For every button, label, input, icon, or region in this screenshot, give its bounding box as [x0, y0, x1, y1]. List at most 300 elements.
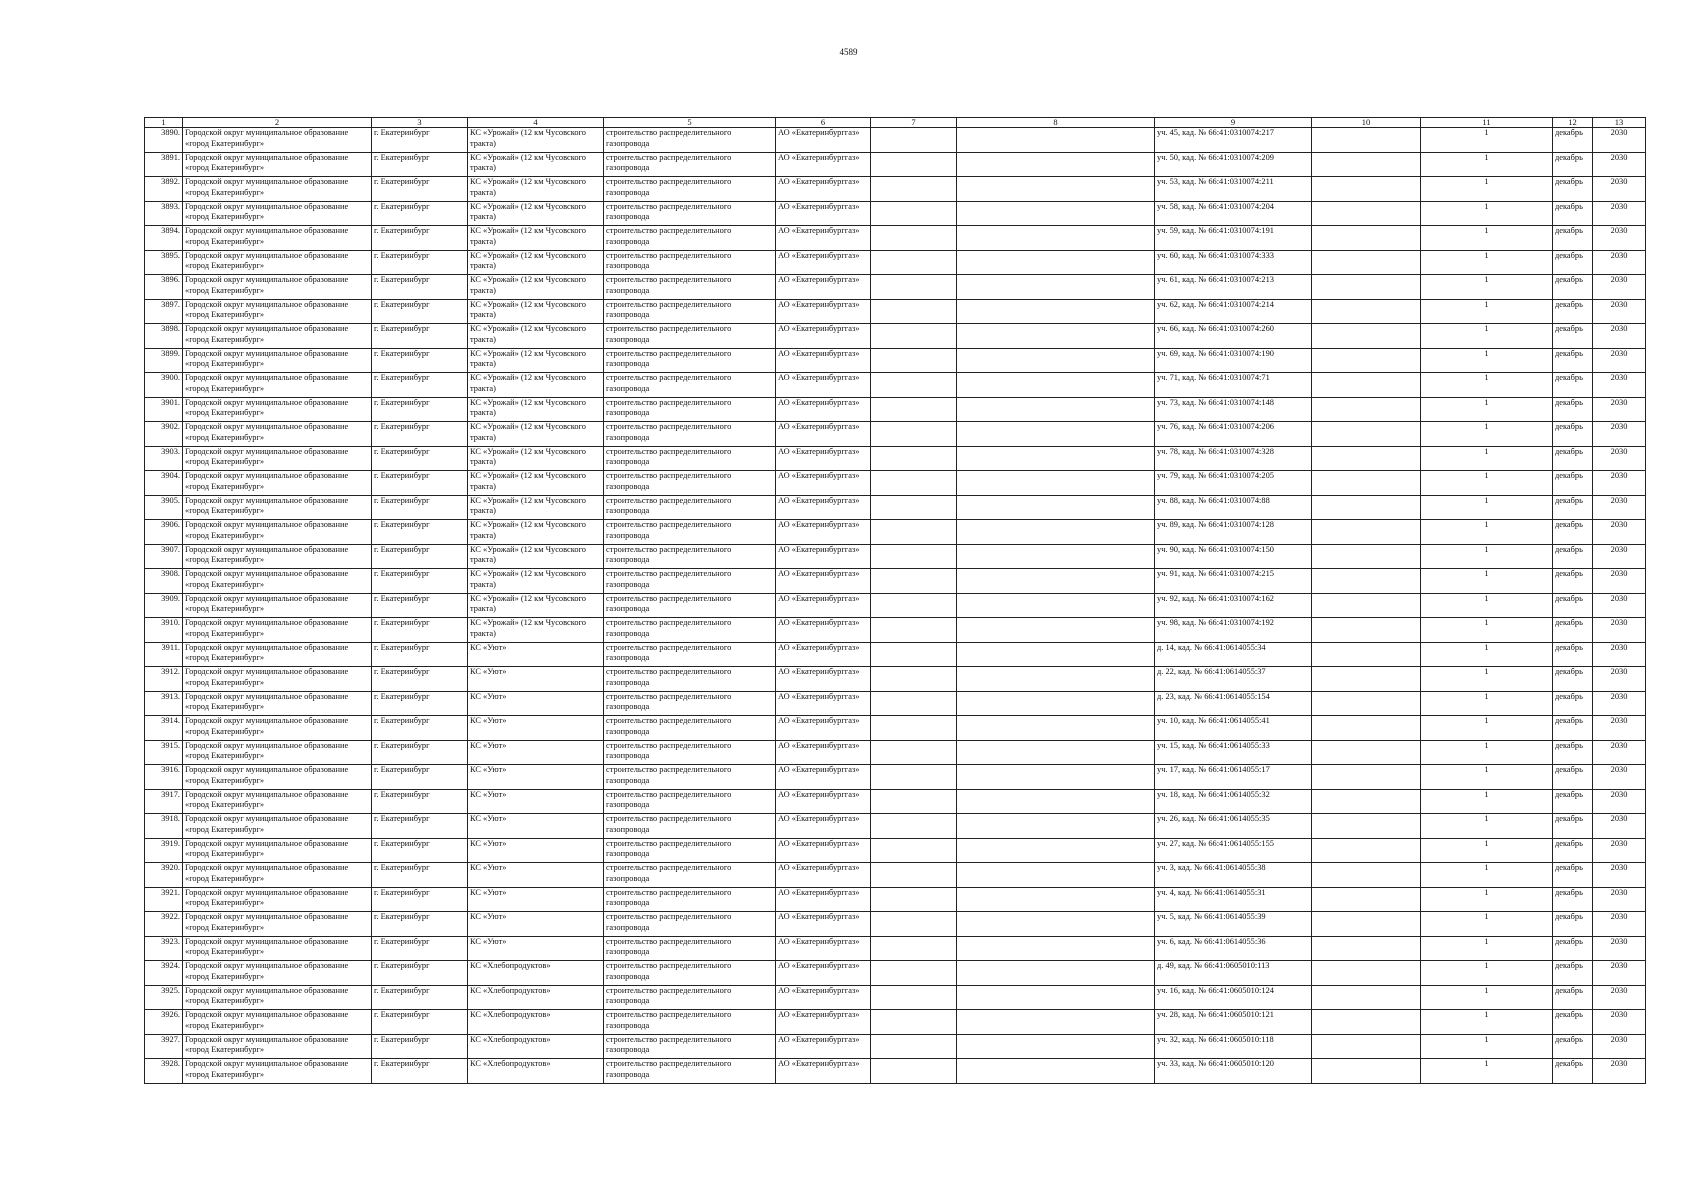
col8-cell [957, 324, 1155, 349]
table-row [145, 1059, 1646, 1084]
count-cell: 1 [1421, 471, 1553, 496]
col8-cell [957, 128, 1155, 153]
table-row [145, 667, 1646, 692]
col10-cell [1312, 152, 1421, 177]
operator-cell: АО «Екатеринбурггаз» [776, 446, 871, 471]
object-cell: КС «Урожай» (12 км Чусовского тракта) [468, 348, 604, 373]
col8-cell [957, 520, 1155, 545]
month-cell: декабрь [1553, 250, 1593, 275]
col8-cell [957, 544, 1155, 569]
parcel-cell: уч. 78, кад. № 66:41:0310074:328 [1155, 446, 1312, 471]
col7-cell [871, 324, 957, 349]
row-number-cell: 3922. [145, 912, 183, 937]
settlement-cell: г. Екатеринбург [372, 324, 468, 349]
year-cell: 2030 [1593, 936, 1646, 961]
operator-cell: АО «Екатеринбурггаз» [776, 397, 871, 422]
object-cell: КС «Уют» [468, 814, 604, 839]
col8-cell [957, 887, 1155, 912]
col10-cell [1312, 936, 1421, 961]
col7-cell [871, 593, 957, 618]
settlement-cell: г. Екатеринбург [372, 814, 468, 839]
settlement-cell: г. Екатеринбург [372, 789, 468, 814]
table-row [145, 275, 1646, 300]
count-cell: 1 [1421, 275, 1553, 300]
row-number-cell: 3895. [145, 250, 183, 275]
works-cell: строительство распределительного газопровода [604, 887, 776, 912]
object-cell: КС «Хлебопродуктов» [468, 1059, 604, 1084]
table-row [145, 373, 1646, 398]
municipality-cell: Городской округ муниципальное образование «город Екатеринбург» [183, 1059, 372, 1084]
operator-cell: АО «Екатеринбурггаз» [776, 642, 871, 667]
month-cell: декабрь [1553, 814, 1593, 839]
settlement-cell: г. Екатеринбург [372, 373, 468, 398]
works-cell: строительство распределительного газопровода [604, 740, 776, 765]
parcel-cell: уч. 88, кад. № 66:41:0310074:88 [1155, 495, 1312, 520]
parcel-cell: уч. 58, кад. № 66:41:0310074:204 [1155, 201, 1312, 226]
count-cell: 1 [1421, 373, 1553, 398]
table-row [145, 226, 1646, 251]
operator-cell: АО «Екатеринбурггаз» [776, 201, 871, 226]
object-cell: КС «Уют» [468, 667, 604, 692]
year-cell: 2030 [1593, 226, 1646, 251]
parcel-cell: уч. 15, кад. № 66:41:0614055:33 [1155, 740, 1312, 765]
col7-cell [871, 373, 957, 398]
operator-cell: АО «Екатеринбурггаз» [776, 887, 871, 912]
settlement-cell: г. Екатеринбург [372, 397, 468, 422]
operator-cell: АО «Екатеринбурггаз» [776, 863, 871, 888]
page-number: 4589 [839, 47, 858, 57]
row-number-cell: 3921. [145, 887, 183, 912]
municipality-cell: Городской округ муниципальное образование «город Екатеринбург» [183, 250, 372, 275]
col10-cell [1312, 299, 1421, 324]
col10-cell [1312, 250, 1421, 275]
municipality-cell: Городской округ муниципальное образование «город Екатеринбург» [183, 642, 372, 667]
col8-cell [957, 936, 1155, 961]
col8-cell [957, 471, 1155, 496]
col8-cell [957, 740, 1155, 765]
count-cell: 1 [1421, 177, 1553, 202]
municipality-cell: Городской округ муниципальное образование «город Екатеринбург» [183, 275, 372, 300]
count-cell: 1 [1421, 789, 1553, 814]
municipality-cell: Городской округ муниципальное образование «город Екатеринбург» [183, 544, 372, 569]
municipality-cell: Городской округ муниципальное образование «город Екатеринбург» [183, 789, 372, 814]
col7-cell [871, 716, 957, 741]
month-cell: декабрь [1553, 912, 1593, 937]
parcel-cell: уч. 92, кад. № 66:41:0310074:162 [1155, 593, 1312, 618]
table-row [145, 936, 1646, 961]
municipality-cell: Городской округ муниципальное образование «город Екатеринбург» [183, 740, 372, 765]
count-cell: 1 [1421, 985, 1553, 1010]
row-number-cell: 3909. [145, 593, 183, 618]
operator-cell: АО «Екатеринбурггаз» [776, 618, 871, 643]
col8-cell [957, 495, 1155, 520]
municipality-cell: Городской округ муниципальное образование «город Екатеринбург» [183, 152, 372, 177]
month-cell: декабрь [1553, 520, 1593, 545]
count-cell: 1 [1421, 397, 1553, 422]
col10-cell [1312, 373, 1421, 398]
works-cell: строительство распределительного газопровода [604, 765, 776, 790]
table-row [145, 397, 1646, 422]
object-cell: КС «Урожай» (12 км Чусовского тракта) [468, 152, 604, 177]
object-cell: КС «Урожай» (12 км Чусовского тракта) [468, 544, 604, 569]
settlement-cell: г. Екатеринбург [372, 226, 468, 251]
municipality-cell: Городской округ муниципальное образование «город Екатеринбург» [183, 814, 372, 839]
object-cell: КС «Уют» [468, 887, 604, 912]
col10-cell [1312, 642, 1421, 667]
table-row [145, 152, 1646, 177]
month-cell: декабрь [1553, 740, 1593, 765]
works-cell: строительство распределительного газопровода [604, 716, 776, 741]
table-row [145, 691, 1646, 716]
col7-cell [871, 128, 957, 153]
municipality-cell: Городской округ муниципальное образование «город Екатеринбург» [183, 593, 372, 618]
col8-cell [957, 397, 1155, 422]
count-cell: 1 [1421, 324, 1553, 349]
year-cell: 2030 [1593, 838, 1646, 863]
year-cell: 2030 [1593, 691, 1646, 716]
col8-cell [957, 275, 1155, 300]
row-number-cell: 3926. [145, 1010, 183, 1035]
works-cell: строительство распределительного газопровода [604, 667, 776, 692]
col7-cell [871, 961, 957, 986]
operator-cell: АО «Екатеринбурггаз» [776, 471, 871, 496]
object-cell: КС «Хлебопродуктов» [468, 1010, 604, 1035]
year-cell: 2030 [1593, 667, 1646, 692]
month-cell: декабрь [1553, 373, 1593, 398]
row-number-cell: 3907. [145, 544, 183, 569]
table-row [145, 128, 1646, 153]
table-body [145, 128, 1646, 1084]
municipality-cell: Городской округ муниципальное образование «город Екатеринбург» [183, 838, 372, 863]
row-number-cell: 3910. [145, 618, 183, 643]
col8-cell [957, 250, 1155, 275]
month-cell: декабрь [1553, 789, 1593, 814]
col7-cell [871, 471, 957, 496]
object-cell: КС «Урожай» (12 км Чусовского тракта) [468, 495, 604, 520]
col8-cell [957, 569, 1155, 594]
year-cell: 2030 [1593, 961, 1646, 986]
row-number-cell: 3925. [145, 985, 183, 1010]
municipality-cell: Городской округ муниципальное образование «город Екатеринбург» [183, 201, 372, 226]
col7-cell [871, 446, 957, 471]
col8-cell [957, 1010, 1155, 1035]
table-row [145, 814, 1646, 839]
row-number-cell: 3898. [145, 324, 183, 349]
year-cell: 2030 [1593, 397, 1646, 422]
municipality-cell: Городской округ муниципальное образование «город Екатеринбург» [183, 226, 372, 251]
operator-cell: АО «Екатеринбурггаз» [776, 936, 871, 961]
table-row [145, 618, 1646, 643]
col10-cell [1312, 495, 1421, 520]
row-number-cell: 3923. [145, 936, 183, 961]
year-cell: 2030 [1593, 177, 1646, 202]
row-number-cell: 3906. [145, 520, 183, 545]
row-number-cell: 3918. [145, 814, 183, 839]
year-cell: 2030 [1593, 569, 1646, 594]
operator-cell: АО «Екатеринбурггаз» [776, 789, 871, 814]
parcel-cell: д. 49, кад. № 66:41:0605010:113 [1155, 961, 1312, 986]
col7-cell [871, 1059, 957, 1084]
settlement-cell: г. Екатеринбург [372, 201, 468, 226]
object-cell: КС «Урожай» (12 км Чусовского тракта) [468, 324, 604, 349]
year-cell: 2030 [1593, 250, 1646, 275]
works-cell: строительство распределительного газопровода [604, 397, 776, 422]
settlement-cell: г. Екатеринбург [372, 642, 468, 667]
row-number-cell: 3917. [145, 789, 183, 814]
municipality-cell: Городской округ муниципальное образование «город Екатеринбург» [183, 1010, 372, 1035]
municipality-cell: Городской округ муниципальное образование «город Екатеринбург» [183, 961, 372, 986]
row-number-cell: 3928. [145, 1059, 183, 1084]
parcel-cell: уч. 5, кад. № 66:41:0614055:39 [1155, 912, 1312, 937]
municipality-cell: Городской округ муниципальное образование «город Екатеринбург» [183, 691, 372, 716]
settlement-cell: г. Екатеринбург [372, 985, 468, 1010]
col8-cell [957, 422, 1155, 447]
table-row [145, 446, 1646, 471]
col10-cell [1312, 887, 1421, 912]
count-cell: 1 [1421, 642, 1553, 667]
row-number-cell: 3914. [145, 716, 183, 741]
count-cell: 1 [1421, 446, 1553, 471]
month-cell: декабрь [1553, 324, 1593, 349]
object-cell: КС «Урожай» (12 км Чусовского тракта) [468, 520, 604, 545]
object-cell: КС «Уют» [468, 716, 604, 741]
year-cell: 2030 [1593, 985, 1646, 1010]
object-cell: КС «Урожай» (12 км Чусовского тракта) [468, 373, 604, 398]
operator-cell: АО «Екатеринбурггаз» [776, 667, 871, 692]
col7-cell [871, 887, 957, 912]
municipality-cell: Городской округ муниципальное образование «город Екатеринбург» [183, 887, 372, 912]
municipality-cell: Городской округ муниципальное образование «город Екатеринбург» [183, 912, 372, 937]
col7-cell [871, 544, 957, 569]
municipality-cell: Городской округ муниципальное образование «город Екатеринбург» [183, 520, 372, 545]
settlement-cell: г. Екатеринбург [372, 520, 468, 545]
count-cell: 1 [1421, 250, 1553, 275]
parcel-cell: уч. 50, кад. № 66:41:0310074:209 [1155, 152, 1312, 177]
column-header: 3 [372, 118, 468, 128]
parcel-cell: д. 14, кад. № 66:41:0614055:34 [1155, 642, 1312, 667]
settlement-cell: г. Екатеринбург [372, 250, 468, 275]
count-cell: 1 [1421, 569, 1553, 594]
settlement-cell: г. Екатеринбург [372, 765, 468, 790]
col8-cell [957, 912, 1155, 937]
parcel-cell: уч. 73, кад. № 66:41:0310074:148 [1155, 397, 1312, 422]
table-row [145, 324, 1646, 349]
works-cell: строительство распределительного газопровода [604, 226, 776, 251]
municipality-cell: Городской округ муниципальное образование «город Екатеринбург» [183, 299, 372, 324]
col10-cell [1312, 520, 1421, 545]
col10-cell [1312, 863, 1421, 888]
col10-cell [1312, 226, 1421, 251]
table-row [145, 250, 1646, 275]
count-cell: 1 [1421, 520, 1553, 545]
municipality-cell: Городской округ муниципальное образование «город Екатеринбург» [183, 569, 372, 594]
object-cell: КС «Урожай» (12 км Чусовского тракта) [468, 275, 604, 300]
row-number-cell: 3901. [145, 397, 183, 422]
month-cell: декабрь [1553, 618, 1593, 643]
table-row [145, 201, 1646, 226]
municipality-cell: Городской округ муниципальное образование «город Екатеринбург» [183, 128, 372, 153]
count-cell: 1 [1421, 201, 1553, 226]
works-cell: строительство распределительного газопровода [604, 128, 776, 153]
object-cell: КС «Урожай» (12 км Чусовского тракта) [468, 226, 604, 251]
row-number-cell: 3899. [145, 348, 183, 373]
col10-cell [1312, 838, 1421, 863]
parcel-cell: уч. 90, кад. № 66:41:0310074:150 [1155, 544, 1312, 569]
col8-cell [957, 789, 1155, 814]
works-cell: строительство распределительного газопровода [604, 177, 776, 202]
settlement-cell: г. Екатеринбург [372, 569, 468, 594]
month-cell: декабрь [1553, 397, 1593, 422]
month-cell: декабрь [1553, 128, 1593, 153]
works-cell: строительство распределительного газопровода [604, 520, 776, 545]
object-cell: КС «Урожай» (12 км Чусовского тракта) [468, 422, 604, 447]
settlement-cell: г. Екатеринбург [372, 1059, 468, 1084]
parcel-cell: уч. 45, кад. № 66:41:0310074:217 [1155, 128, 1312, 153]
operator-cell: АО «Екатеринбурггаз» [776, 422, 871, 447]
col10-cell [1312, 961, 1421, 986]
object-cell: КС «Урожай» (12 км Чусовского тракта) [468, 618, 604, 643]
count-cell: 1 [1421, 152, 1553, 177]
col7-cell [871, 177, 957, 202]
object-cell: КС «Хлебопродуктов» [468, 1034, 604, 1059]
works-cell: строительство распределительного газопровода [604, 863, 776, 888]
month-cell: декабрь [1553, 544, 1593, 569]
column-header: 8 [957, 118, 1155, 128]
col8-cell [957, 863, 1155, 888]
month-cell: декабрь [1553, 593, 1593, 618]
year-cell: 2030 [1593, 642, 1646, 667]
object-cell: КС «Урожай» (12 км Чусовского тракта) [468, 446, 604, 471]
col7-cell [871, 863, 957, 888]
table-row [145, 299, 1646, 324]
works-cell: строительство распределительного газопровода [604, 961, 776, 986]
municipality-cell: Городской округ муниципальное образование «город Екатеринбург» [183, 1034, 372, 1059]
table-row [145, 348, 1646, 373]
row-number-cell: 3927. [145, 1034, 183, 1059]
parcel-cell: уч. 71, кад. № 66:41:0310074:71 [1155, 373, 1312, 398]
operator-cell: АО «Екатеринбурггаз» [776, 691, 871, 716]
object-cell: КС «Уют» [468, 642, 604, 667]
year-cell: 2030 [1593, 299, 1646, 324]
col10-cell [1312, 985, 1421, 1010]
parcel-cell: уч. 3, кад. № 66:41:0614055:38 [1155, 863, 1312, 888]
year-cell: 2030 [1593, 373, 1646, 398]
col7-cell [871, 348, 957, 373]
year-cell: 2030 [1593, 1034, 1646, 1059]
month-cell: декабрь [1553, 422, 1593, 447]
col7-cell [871, 667, 957, 692]
count-cell: 1 [1421, 348, 1553, 373]
month-cell: декабрь [1553, 569, 1593, 594]
municipality-cell: Городской округ муниципальное образование «город Екатеринбург» [183, 716, 372, 741]
column-header: 11 [1421, 118, 1553, 128]
year-cell: 2030 [1593, 765, 1646, 790]
operator-cell: АО «Екатеринбурггаз» [776, 226, 871, 251]
row-number-cell: 3905. [145, 495, 183, 520]
operator-cell: АО «Екатеринбурггаз» [776, 740, 871, 765]
col7-cell [871, 912, 957, 937]
year-cell: 2030 [1593, 740, 1646, 765]
table-row [145, 520, 1646, 545]
col7-cell [871, 642, 957, 667]
settlement-cell: г. Екатеринбург [372, 422, 468, 447]
row-number-cell: 3894. [145, 226, 183, 251]
table-row [145, 569, 1646, 594]
count-cell: 1 [1421, 128, 1553, 153]
month-cell: декабрь [1553, 226, 1593, 251]
table-row [145, 544, 1646, 569]
municipality-cell: Городской округ муниципальное образование «город Екатеринбург» [183, 348, 372, 373]
parcel-cell: уч. 6, кад. № 66:41:0614055:36 [1155, 936, 1312, 961]
count-cell: 1 [1421, 495, 1553, 520]
month-cell: декабрь [1553, 446, 1593, 471]
works-cell: строительство распределительного газопровода [604, 838, 776, 863]
parcel-cell: уч. 98, кад. № 66:41:0310074:192 [1155, 618, 1312, 643]
works-cell: строительство распределительного газопровода [604, 348, 776, 373]
col8-cell [957, 961, 1155, 986]
col10-cell [1312, 275, 1421, 300]
object-cell: КС «Уют» [468, 863, 604, 888]
row-number-cell: 3896. [145, 275, 183, 300]
year-cell: 2030 [1593, 1010, 1646, 1035]
operator-cell: АО «Екатеринбурггаз» [776, 961, 871, 986]
municipality-cell: Городской округ муниципальное образование «город Екатеринбург» [183, 471, 372, 496]
parcel-cell: уч. 26, кад. № 66:41:0614055:35 [1155, 814, 1312, 839]
col8-cell [957, 618, 1155, 643]
column-header: 10 [1312, 118, 1421, 128]
col7-cell [871, 838, 957, 863]
object-cell: КС «Урожай» (12 км Чусовского тракта) [468, 569, 604, 594]
column-header: 13 [1593, 118, 1646, 128]
col7-cell [871, 299, 957, 324]
column-header: 7 [871, 118, 957, 128]
month-cell: декабрь [1553, 471, 1593, 496]
operator-cell: АО «Екатеринбурггаз» [776, 569, 871, 594]
col10-cell [1312, 471, 1421, 496]
settlement-cell: г. Екатеринбург [372, 740, 468, 765]
year-cell: 2030 [1593, 618, 1646, 643]
municipality-cell: Городской округ муниципальное образование «город Екатеринбург» [183, 422, 372, 447]
col10-cell [1312, 201, 1421, 226]
col8-cell [957, 373, 1155, 398]
col10-cell [1312, 1059, 1421, 1084]
col7-cell [871, 250, 957, 275]
col7-cell [871, 765, 957, 790]
object-cell: КС «Уют» [468, 936, 604, 961]
parcel-cell: уч. 28, кад. № 66:41:0605010:121 [1155, 1010, 1312, 1035]
operator-cell: АО «Екатеринбурггаз» [776, 152, 871, 177]
col10-cell [1312, 348, 1421, 373]
year-cell: 2030 [1593, 324, 1646, 349]
table-row [145, 961, 1646, 986]
parcel-cell: уч. 18, кад. № 66:41:0614055:32 [1155, 789, 1312, 814]
settlement-cell: г. Екатеринбург [372, 863, 468, 888]
parcel-cell: д. 22, кад. № 66:41:0614055:37 [1155, 667, 1312, 692]
col7-cell [871, 275, 957, 300]
col8-cell [957, 446, 1155, 471]
col10-cell [1312, 569, 1421, 594]
col10-cell [1312, 446, 1421, 471]
table-row [145, 495, 1646, 520]
parcel-cell: уч. 27, кад. № 66:41:0614055:155 [1155, 838, 1312, 863]
operator-cell: АО «Екатеринбурггаз» [776, 985, 871, 1010]
settlement-cell: г. Екатеринбург [372, 1010, 468, 1035]
object-cell: КС «Урожай» (12 км Чусовского тракта) [468, 250, 604, 275]
operator-cell: АО «Екатеринбурггаз» [776, 912, 871, 937]
row-number-cell: 3902. [145, 422, 183, 447]
col7-cell [871, 422, 957, 447]
object-cell: КС «Уют» [468, 789, 604, 814]
